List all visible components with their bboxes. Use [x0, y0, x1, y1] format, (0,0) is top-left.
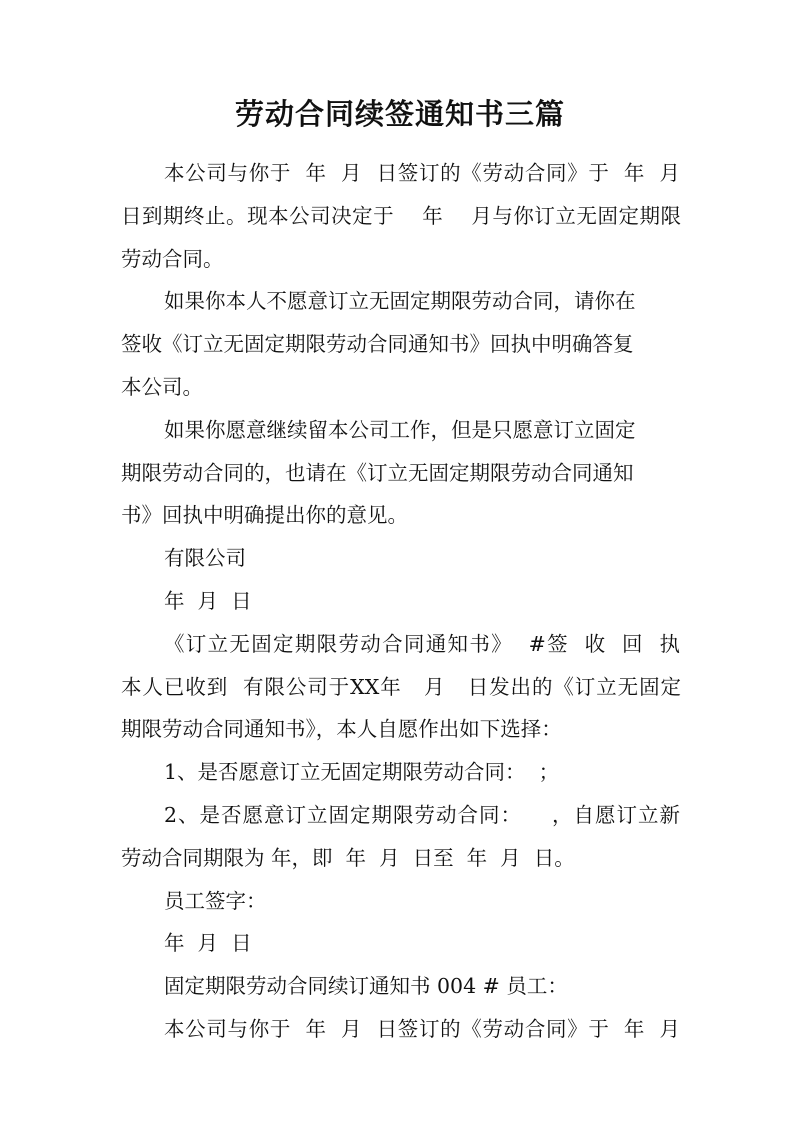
- paragraph-line: 劳动合同期限为 年，即 年 月 日至 年 月 日。: [121, 846, 575, 870]
- paragraph-line: 签收《订立无固定期限劳动合同通知书》回执中明确答复: [121, 332, 634, 356]
- choice-item-2: 2、是否愿意订立固定期限劳动合同： ，自愿订立新: [164, 803, 680, 827]
- paragraph-line: 期限劳动合同通知书》，本人自愿作出如下选择：: [121, 717, 562, 741]
- paragraph-line: 书》回执中明确提出你的意见。: [121, 503, 408, 527]
- paragraph-line: 本公司与你于 年 月 日签订的《劳动合同》于 年 月: [164, 1017, 680, 1041]
- paragraph-line: 期限劳动合同的，也请在《订立无固定期限劳动合同通知: [121, 461, 634, 485]
- choice-item-1: 1、是否愿意订立无固定期限劳动合同： ；: [164, 760, 560, 784]
- company-name-line: 有限公司: [164, 546, 246, 570]
- section-heading: 固定期限劳动合同续订通知书 004 # 员工：: [164, 974, 568, 998]
- paragraph-line: 本公司。: [121, 375, 203, 399]
- paragraph-line: 日到期终止。现本公司决定于 年 月与你订立无固定期限: [121, 204, 681, 228]
- receipt-heading: 《订立无固定期限劳动合同通知书》 #签 收 回 执: [164, 632, 680, 656]
- date-line: 年 月 日: [164, 931, 252, 955]
- employee-signature-line: 员工签字：: [164, 889, 267, 913]
- date-line: 年 月 日: [164, 589, 252, 613]
- paragraph-line: 劳动合同。: [121, 247, 224, 271]
- paragraph-line: 如果你愿意继续留本公司工作，但是只愿意订立固定: [164, 418, 636, 442]
- paragraph-line: 本人已收到 有限公司于XX年 月 日发出的《订立无固定: [121, 675, 681, 699]
- paragraph-line: 如果你本人不愿意订立无固定期限劳动合同，请你在: [164, 289, 636, 313]
- paragraph-line: 本公司与你于 年 月 日签订的《劳动合同》于 年 月: [164, 161, 680, 185]
- document-title: 劳动合同续签通知书三篇: [234, 97, 565, 131]
